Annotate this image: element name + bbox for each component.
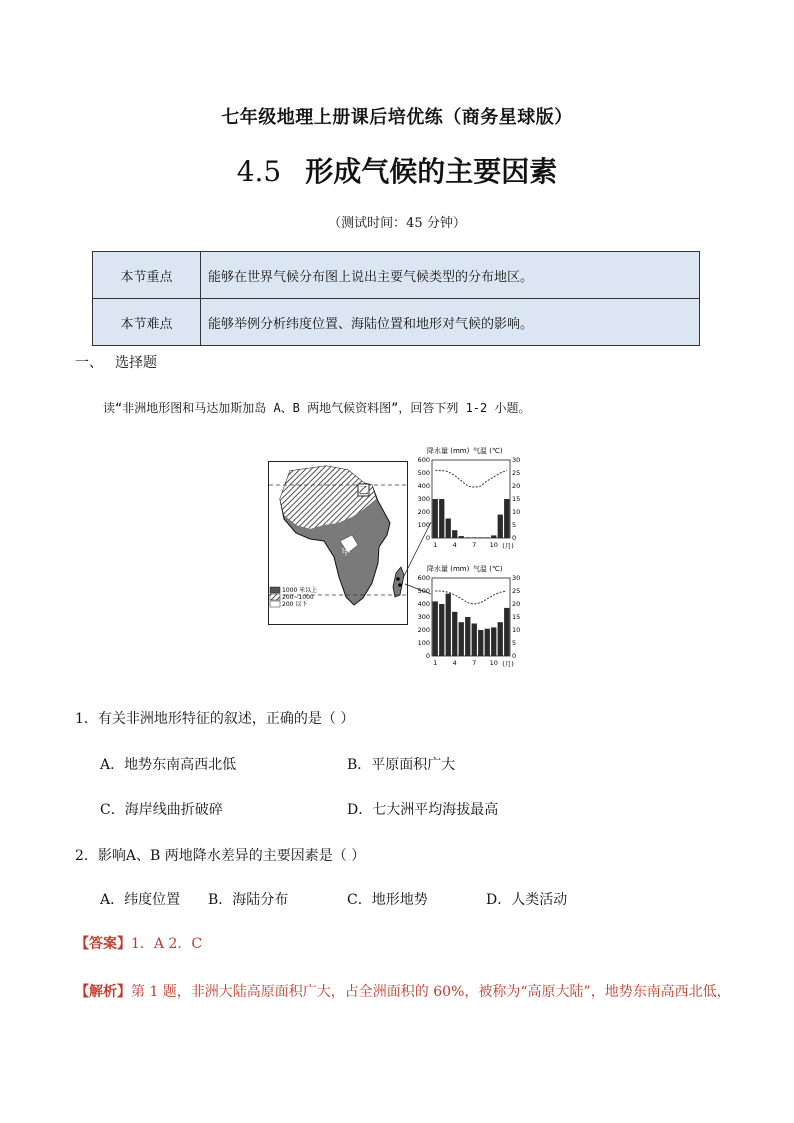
precipitation-axis-label: 降水量 (mm) <box>427 565 470 573</box>
temperature-tick-label: 20 <box>512 600 521 608</box>
precipitation-bar <box>465 617 470 656</box>
precipitation-bar <box>446 594 451 656</box>
precipitation-tick-label: 0 <box>425 534 430 542</box>
lesson-title <box>0 150 794 190</box>
temperature-tick-label: 10 <box>512 626 521 634</box>
section-number: 4.5 <box>236 155 282 188</box>
precipitation-bar <box>439 604 444 656</box>
precipitation-bar <box>459 536 464 538</box>
lesson-title-text: 形成气候的主要因素 <box>305 155 558 188</box>
precipitation-tick-label: 200 <box>418 508 430 516</box>
temperature-tick-label: 15 <box>512 613 521 621</box>
precipitation-bar <box>472 537 477 538</box>
temperature-tick-label: 0 <box>512 652 517 660</box>
difficulty-row <box>93 299 700 346</box>
test-time: （测试时间：45 分钟） <box>328 216 466 231</box>
answer-label: 【答案】 <box>75 936 131 952</box>
precipitation-tick-label: 600 <box>418 574 430 582</box>
temperature-tick-label: 20 <box>512 482 521 490</box>
precipitation-bar <box>478 630 483 656</box>
precipitation-tick-label: 0 <box>425 652 430 660</box>
precipitation-tick-label: 500 <box>418 469 430 477</box>
difficulty-text: 能够举例分析纬度位置、海陆位置和地形对气候的影响。 <box>201 299 700 346</box>
precipitation-bar <box>452 612 457 656</box>
analysis-label: 【解析】 <box>75 984 131 1000</box>
temperature-tick-label: 5 <box>512 521 517 529</box>
answer-line <box>75 933 202 953</box>
precipitation-tick-label: 300 <box>418 613 430 621</box>
precipitation-tick-label: 600 <box>418 456 430 464</box>
month-tick-label: 7 <box>472 541 477 549</box>
month-tick-label: 4 <box>452 659 457 667</box>
question-1-option-c: C．海岸线曲折破碎 <box>100 802 223 818</box>
precipitation-bar <box>433 499 438 538</box>
map-label-a: 甲 <box>341 548 351 558</box>
question-2-option-c: C．地形地势 <box>347 892 428 908</box>
temperature-tick-label: 25 <box>512 587 521 595</box>
question-1-option-b: B．平原面积广大 <box>347 757 456 773</box>
temperature-tick-label: 5 <box>512 639 517 647</box>
month-tick-label: 1 <box>433 659 438 667</box>
key-point-label: 本节重点 <box>93 252 201 299</box>
legend-label-mid: 200~1000 <box>282 594 314 601</box>
question-1-option-d: D．七大洲平均海拔最高 <box>347 802 499 818</box>
section-title: 选择题 <box>115 355 157 371</box>
precipitation-tick-label: 100 <box>418 639 430 647</box>
temperature-axis-label: 气温 (℃) <box>473 447 503 455</box>
analysis-line <box>75 981 735 1001</box>
section-number: 一、 <box>75 355 103 371</box>
temperature-tick-label: 25 <box>512 469 521 477</box>
precipitation-tick-label: 100 <box>418 521 430 529</box>
question-2-option-d: D．人类活动 <box>486 892 568 908</box>
question-2-option-b: B．海陆分布 <box>208 892 289 908</box>
precipitation-bar <box>459 622 464 656</box>
answer-text: 1．A 2．C <box>131 936 203 952</box>
legend-label-high: 1000 米以上 <box>282 587 318 594</box>
section-heading <box>75 352 157 372</box>
legend-swatch-mid <box>270 594 280 600</box>
precipitation-bar <box>504 499 509 538</box>
precipitation-bar <box>452 530 457 538</box>
precipitation-tick-label: 500 <box>418 587 430 595</box>
x-axis-unit: (月) <box>502 542 514 550</box>
precipitation-bar <box>465 537 470 538</box>
precipitation-bar <box>478 537 483 538</box>
question-2-option-a: A．纬度位置 <box>100 892 181 908</box>
question-stem: 读“非洲地形图和马达加斯加岛 A、B 两地气候资料图”，回答下列 1-2 小题。 <box>103 401 531 415</box>
month-tick-label: 7 <box>472 659 477 667</box>
analysis-text: 第 1 题，非洲大陆高原面积广大，占全洲面积的 60%，被称为“高原大陆”，地势东南高西北低， <box>131 984 731 1000</box>
legend-swatch-high <box>270 587 280 593</box>
legend-label-low: 200 以下 <box>282 601 308 608</box>
x-axis-unit: (月) <box>502 660 514 668</box>
key-point-text: 能够在世界气候分布图上说出主要气候类型的分布地区。 <box>201 252 700 299</box>
precipitation-tick-label: 300 <box>418 495 430 503</box>
question-1-stem: 1．有关非洲地形特征的叙述，正确的是（ ） <box>75 711 355 727</box>
temperature-tick-label: 30 <box>512 456 521 464</box>
precipitation-tick-label: 200 <box>418 626 430 634</box>
precipitation-bar <box>498 515 503 538</box>
precipitation-bar <box>491 627 496 656</box>
month-tick-label: 4 <box>452 541 457 549</box>
question-2-stem: 2．影响A、B 两地降水差异的主要因素是（ ） <box>75 848 366 864</box>
precipitation-bar <box>472 624 477 657</box>
legend-swatch-low <box>270 601 280 607</box>
climate-chart-b <box>418 561 522 673</box>
precipitation-bar <box>491 535 496 538</box>
africa-map <box>268 461 408 625</box>
precipitation-tick-label: 400 <box>418 600 430 608</box>
precipitation-bar <box>485 537 490 538</box>
precipitation-bar <box>504 608 509 656</box>
temperature-axis-label: 气温 (℃) <box>473 565 503 573</box>
key-point-row <box>93 252 700 299</box>
temperature-tick-label: 10 <box>512 508 521 516</box>
precipitation-bar <box>446 519 451 539</box>
temperature-tick-label: 30 <box>512 574 521 582</box>
precipitation-axis-label: 降水量 (mm) <box>427 447 470 455</box>
climate-chart-a <box>418 443 522 555</box>
precipitation-bar <box>485 629 490 656</box>
temperature-tick-label: 0 <box>512 534 517 542</box>
precipitation-bar <box>433 601 438 656</box>
key-points-table <box>92 251 700 346</box>
month-tick-label: 1 <box>433 541 438 549</box>
question-1-option-a: A．地势东南高西北低 <box>100 757 237 773</box>
precipitation-tick-label: 400 <box>418 482 430 490</box>
document-subtitle: 七年级地理上册课后培优练（商务星球版） <box>221 107 573 128</box>
map-label-b: 乙 <box>358 486 369 497</box>
difficulty-label: 本节难点 <box>93 299 201 346</box>
temperature-tick-label: 15 <box>512 495 521 503</box>
month-tick-label: 10 <box>489 541 498 549</box>
precipitation-bar <box>439 499 444 538</box>
month-tick-label: 10 <box>489 659 498 667</box>
precipitation-bar <box>498 622 503 656</box>
